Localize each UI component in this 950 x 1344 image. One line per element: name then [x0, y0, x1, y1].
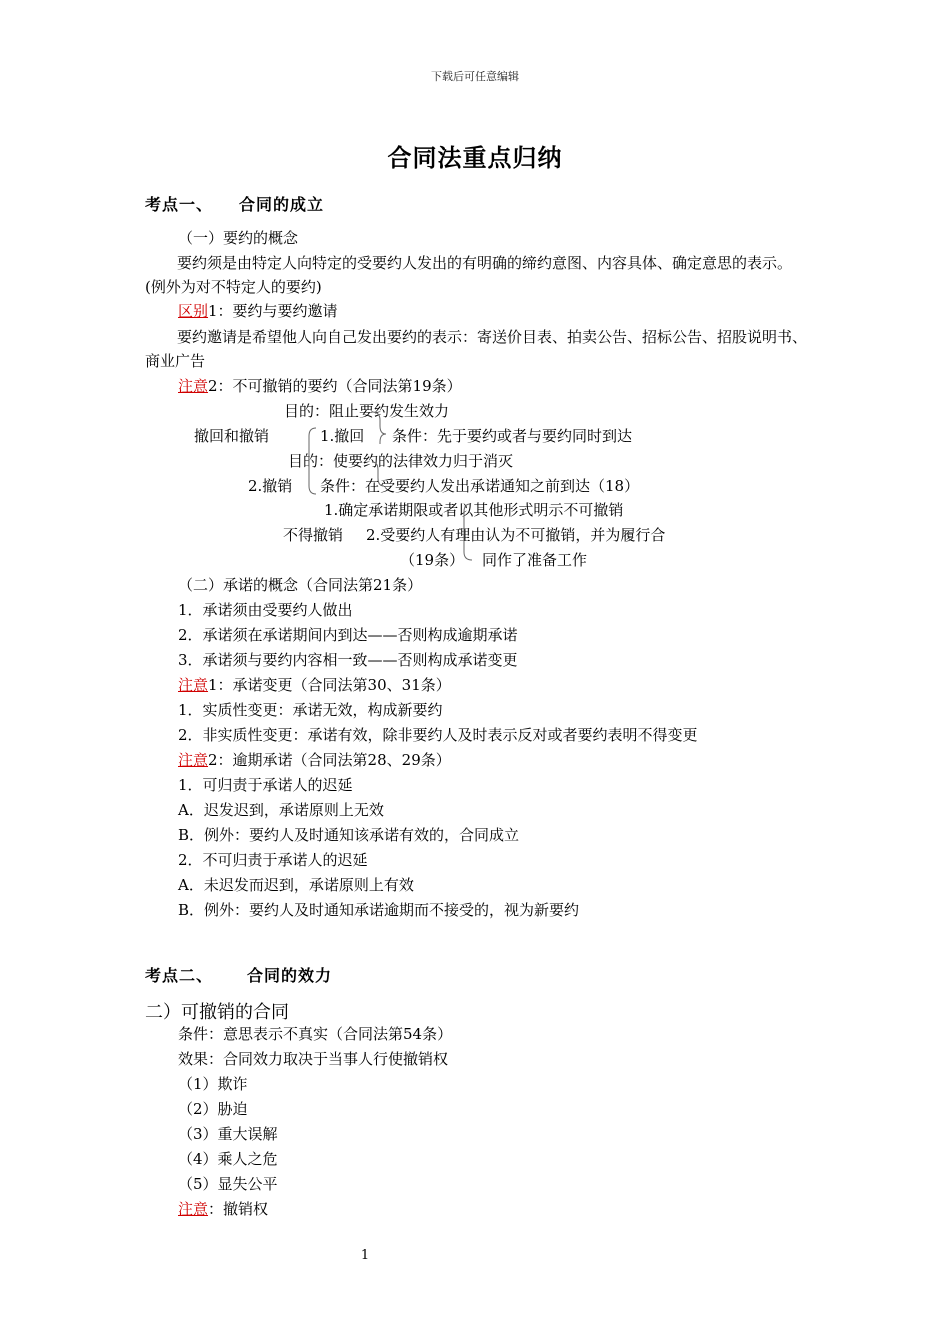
revoke-condition: 条件：在受要约人发出承诺通知之前到达（18）	[320, 477, 640, 495]
note-change-line	[178, 675, 451, 695]
document-title: 合同法重点归纳	[387, 144, 563, 172]
accept-item-2: 2．承诺须在承诺期间内到达——否则构成逾期承诺	[178, 626, 518, 644]
note-text: 2：逾期承诺（合同法第28、29条）	[208, 751, 451, 769]
late-item: A．迟发迟到，承诺原则上无效	[178, 801, 384, 819]
difference-text: 1：要约与要约邀请	[208, 302, 338, 320]
cannot-label: 不得撤销	[283, 526, 344, 544]
revocable-item: （3）重大误解	[178, 1125, 278, 1143]
late-item: A．未迟发而迟到，承诺原则上有效	[178, 876, 414, 894]
note-label: 注意	[178, 377, 209, 395]
note-text: 1：承诺变更（合同法第30、31条）	[208, 676, 451, 694]
withdraw-label: 1.撤回	[320, 427, 365, 445]
cannot-article: （19条）	[400, 551, 465, 569]
invitation-definition: 要约邀请是希望他人向自己发出要约的表示：寄送价目表、拍卖公告、招标公告、招股说明书、商业广告	[145, 328, 808, 370]
revoke-purpose: 目的：使要约的法律效力归于消灭	[288, 452, 514, 470]
change-item-1: 1．实质性变更：承诺无效，构成新要约	[178, 701, 443, 719]
diagram-main-label: 撤回和撤销	[194, 427, 270, 445]
late-item: 1．可归责于承诺人的迟延	[178, 776, 353, 794]
revocable-condition: 条件：意思表示不真实（合同法第54条）	[178, 1025, 453, 1043]
cannot-item-2a: 2.受要约人有理由认为不可撤销，并为履行合	[366, 526, 666, 544]
section-1-heading	[145, 192, 324, 215]
section-1-title: 合同的成立	[239, 195, 325, 214]
revoke-label: 2.撤销	[248, 477, 293, 495]
note-late-line	[178, 750, 451, 770]
revocable-contract-heading: 二）可撤销的合同	[145, 1002, 289, 1023]
accept-item-3: 3．承诺须与要约内容相一致——否则构成承诺变更	[178, 651, 518, 669]
late-item: B．例外：要约人及时通知承诺逾期而不接受的，视为新要约	[178, 901, 580, 919]
difference-label: 区别	[178, 302, 209, 320]
page-header: 下载后可任意编辑	[431, 70, 519, 83]
page-number: 1	[360, 1248, 370, 1263]
section-2-title: 合同的效力	[247, 966, 333, 985]
cannot-item-2b: 同作了准备工作	[482, 551, 588, 569]
withdraw-purpose: 目的：阻止要约发生效力	[284, 402, 450, 420]
difference-line	[178, 301, 338, 321]
note-irrevocable-line	[178, 376, 462, 396]
late-item: 2．不可归责于承诺人的迟延	[178, 851, 368, 869]
note-label: 注意	[178, 1200, 209, 1218]
change-item-2: 2．非实质性变更：承诺有效，除非要约人及时表示反对或者要约表明不得变更	[178, 726, 698, 744]
section-1-number: 考点一、	[145, 195, 214, 214]
subsection-2-title: （二）承诺的概念（合同法第21条）	[178, 576, 423, 594]
withdraw-condition: 条件：先于要约或者与要约同时到达	[392, 427, 633, 445]
revocable-effect: 效果：合同效力取决于当事人行使撤销权	[178, 1050, 449, 1068]
section-2-heading	[145, 963, 332, 986]
note-label: 注意	[178, 751, 209, 769]
revocable-item: （5）显失公平	[178, 1175, 278, 1193]
subsection-1-title: （一）要约的概念	[178, 229, 299, 247]
section-2-number: 考点二、	[145, 966, 214, 985]
note-label: 注意	[178, 676, 209, 694]
revocable-item: （4）乘人之危	[178, 1150, 278, 1168]
revocable-item: （2）胁迫	[178, 1100, 248, 1118]
revocable-item: （1）欺诈	[178, 1075, 248, 1093]
late-item: B．例外：要约人及时通知该承诺有效的，合同成立	[178, 826, 520, 844]
cannot-item-1: 1.确定承诺期限或者以其他形式明示不可撤销	[324, 501, 624, 519]
note-text: 2：不可撤销的要约（合同法第19条）	[208, 377, 462, 395]
offer-definition: 要约须是由特定人向特定的受要约人发出的有明确的缔约意图、内容具体、确定意思的表示。(例外为对不特定人的要约)	[145, 254, 793, 296]
note-text: ：撤销权	[208, 1200, 269, 1218]
note-revoke-line	[178, 1199, 268, 1219]
accept-item-1: 1．承诺须由受要约人做出	[178, 601, 353, 619]
